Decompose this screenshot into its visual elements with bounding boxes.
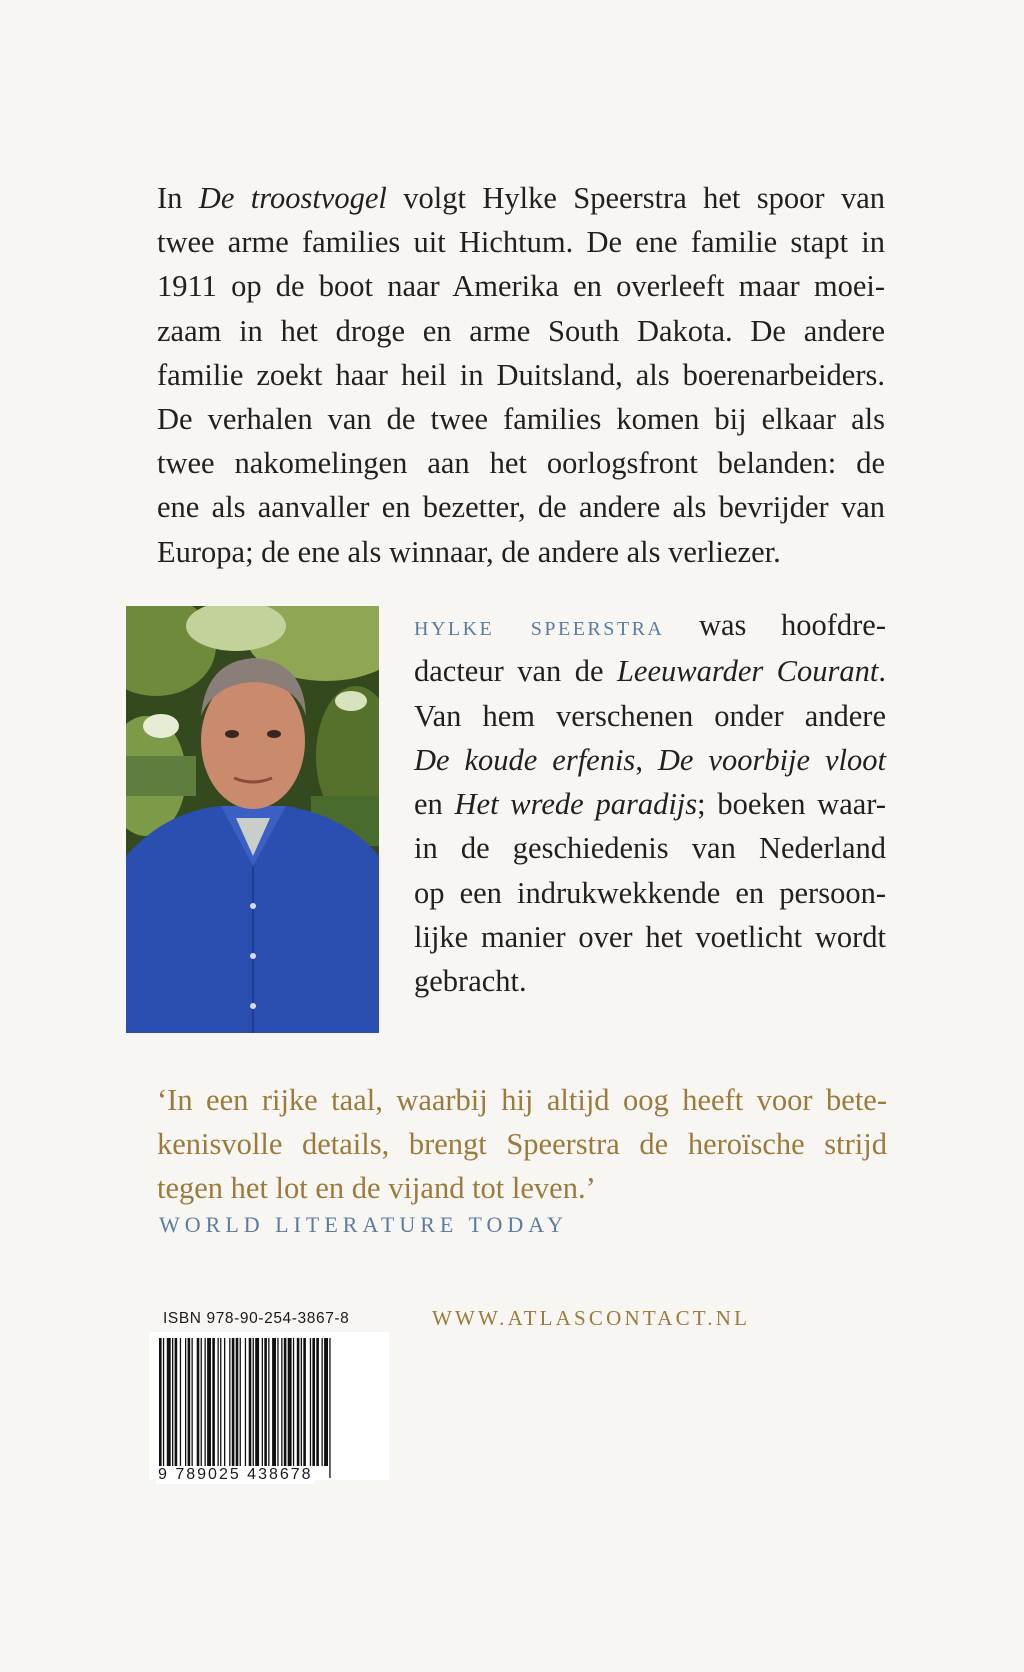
barcode-bar: [188, 1338, 191, 1466]
blurb-line: 1911 op de boot naar Amerika en overleeft maar moei-: [157, 269, 885, 304]
barcode-bar: [220, 1338, 221, 1466]
barcode-bar: [284, 1338, 287, 1466]
barcode-bar: [255, 1338, 259, 1466]
barcode-bar: [240, 1338, 241, 1466]
review-quote: [157, 1078, 887, 1210]
barcode-bar: [324, 1338, 328, 1466]
barcode-bar: [205, 1338, 206, 1466]
barcode-bar: [232, 1338, 235, 1466]
barcode-bar: [293, 1338, 294, 1466]
barcode-bar: [297, 1338, 300, 1466]
barcode-bar: [310, 1338, 311, 1466]
barcode-bar: [303, 1338, 306, 1466]
author-bio: [414, 603, 886, 1004]
barcode-bar: [312, 1338, 315, 1466]
bio-line: dacteur van de Leeuwarder Courant.: [414, 654, 886, 689]
quote-source: WORLD LITERATURE TODAY: [159, 1212, 569, 1237]
bio-line: De koude erfenis, De voorbije vloot: [414, 742, 886, 777]
barcode-bar: [172, 1338, 173, 1466]
blurb-line: ene als aanvaller en bezetter, de andere als bevrijder van: [157, 490, 885, 525]
barcode-bar: [272, 1338, 276, 1466]
blurb-line: Europa; de ene als winnaar, de andere als verliezer.: [157, 534, 781, 569]
barcode-bar: [207, 1338, 211, 1466]
publisher-website[interactable]: WWW.ATLASCONTACT.NL: [432, 1306, 751, 1330]
bio-line: in de geschiedenis van Nederland: [414, 831, 886, 866]
blurb-line: De verhalen van de twee families komen bij elkaar als: [157, 402, 885, 437]
bio-line: gebracht.: [414, 964, 527, 999]
barcode-bar: [201, 1338, 202, 1466]
barcode-bar: [167, 1338, 171, 1466]
barcode-bar: [316, 1338, 319, 1466]
barcode-digits: 9 789025 438678: [158, 1466, 313, 1483]
bio-line: Van hem verschenen onder andere: [414, 698, 886, 733]
book-title: De koude erfenis: [414, 742, 636, 777]
book-title: De troostvogel: [198, 181, 387, 215]
barcode-bar: [159, 1338, 162, 1478]
barcode-bar: [277, 1338, 278, 1466]
quote-line: tegen het lot en de vijand tot leven.’: [157, 1171, 596, 1205]
bio-line: lijke manier over het voetlicht wordt: [414, 920, 886, 955]
barcode-bar: [197, 1338, 200, 1466]
barcode-bar: [180, 1338, 181, 1466]
barcode-bar: [322, 1338, 323, 1466]
barcode-bar: [212, 1338, 215, 1466]
barcode-bar: [229, 1338, 230, 1466]
book-blurb: [157, 176, 885, 574]
author-name: hylke speerstra: [414, 611, 665, 642]
barcode-bar: [163, 1338, 164, 1478]
barcode-bar: [218, 1338, 219, 1466]
barcode-bars: [149, 1332, 389, 1480]
isbn-number: ISBN 978-90-254-3867-8: [163, 1310, 350, 1327]
barcode-bar: [264, 1338, 267, 1466]
quote-line: kenisvolle details, brengt Speerstra de heroïsche strijd: [157, 1127, 887, 1161]
book-title: De voorbije vloot: [657, 742, 886, 777]
barcode-bar: [281, 1338, 282, 1466]
newspaper-title: Leeuwarder Courant: [616, 654, 879, 689]
barcode-bar: [185, 1338, 186, 1466]
bio-line: op een indrukwekkende en persoon-: [414, 875, 886, 910]
bio-line: en Het wrede paradijs; boeken waar-: [414, 787, 886, 822]
author-photo: [126, 606, 379, 1033]
blurb-line: zaam in het droge en arme South Dakota. De andere: [157, 313, 885, 348]
quote-line: ‘In een rijke taal, waarbij hij altijd oog heeft voor bete-: [157, 1083, 887, 1117]
barcode: [149, 1332, 389, 1480]
barcode-bar: [224, 1338, 225, 1466]
blurb-line: familie zoekt haar heil in Duitsland, als boerenarbeiders.: [157, 357, 885, 392]
barcode-bar: [288, 1338, 292, 1466]
barcode-bar: [249, 1338, 252, 1466]
blurb-line: twee nakomelingen aan het oorlogsfront belanden: de: [157, 446, 885, 481]
bio-line: hylke speerstra was hoofdre-: [414, 608, 886, 642]
barcode-bar: [268, 1338, 269, 1466]
barcode-bar: [245, 1338, 246, 1478]
book-title: Het wrede paradijs: [454, 787, 698, 822]
barcode-bar: [236, 1338, 239, 1466]
blurb-line: twee arme families uit Hichtum. De ene familie stapt in: [157, 225, 885, 260]
barcode-bar: [175, 1338, 178, 1466]
barcode-bar: [192, 1338, 193, 1466]
blurb-line: In De troostvogel volgt Hylke Speerstra het spoor van: [157, 181, 885, 215]
author-portrait-illustration: [126, 606, 379, 1033]
barcode-bar: [301, 1338, 302, 1466]
barcode-bar: [253, 1338, 254, 1466]
barcode-bar: [262, 1338, 263, 1466]
barcode-bar: [329, 1338, 330, 1478]
